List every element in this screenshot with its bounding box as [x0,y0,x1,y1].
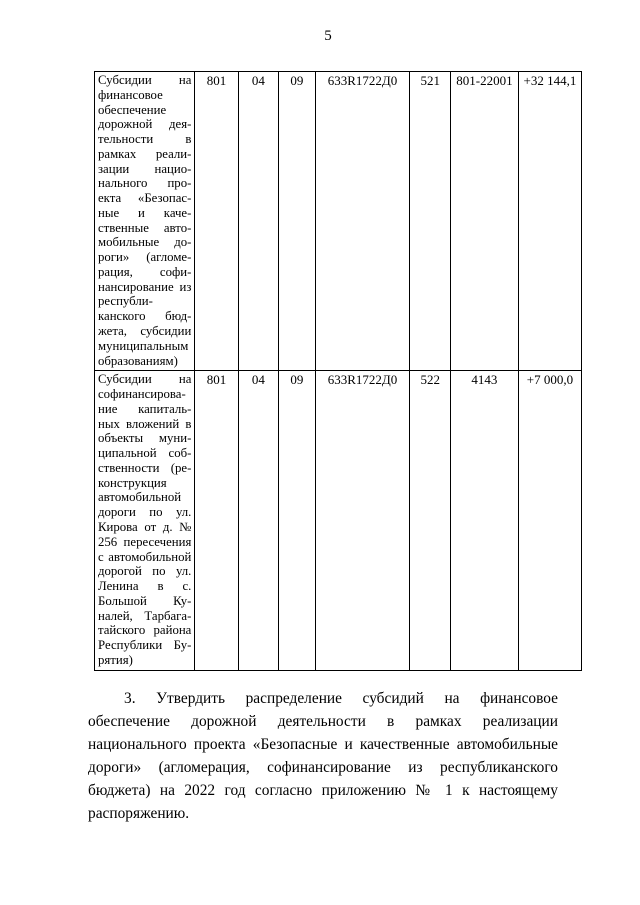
page-number: 5 [324,28,332,44]
table-cell: 801-22001 [450,72,518,371]
table-cell: 04 [238,371,279,670]
table-cell: 09 [279,371,315,670]
table-cell: 633R1722Д0 [315,371,410,670]
budget-table [94,71,582,671]
table-row [95,371,582,670]
table-cell: 4143 [450,371,518,670]
subsidy-name-cell: Субсидии на финансовое обеспечение дорожной деятельности в рамках реализации национального проекта «Безопасные и качественные автомобильные дороги» (агломерация, софинансирование из республиканского бюджета, субсидии муниципальным образованиям) [95,72,195,371]
table-cell: 633R1722Д0 [315,72,410,371]
table-cell: 09 [279,72,315,371]
table-cell: +7 000,0 [518,371,581,670]
table-cell: 522 [410,371,450,670]
table-cell: 801 [195,371,238,670]
table-cell: 801 [195,72,238,371]
table-cell: 521 [410,72,450,371]
paragraph-item-3: 3. Утвердить распределение субсидий на финансовое обеспечение дорожной деятельности в рамках реализации национального проекта «Безопасные и качественные автомобильные дороги» (агломерация, софинансирование из республиканского бюджета) на 2022 год согласно приложению № 1 к настоящему распоряжению. [88,689,558,823]
table-cell: 04 [238,72,279,371]
table-cell: +32 144,1 [518,72,581,371]
subsidy-name-cell: Субсидии на софинансирование капитальных вложений в объекты муниципальной собственности (реконструкция автомобильной дороги по ул. Кирова от д. № 256 пересечения с автомобильной дорогой по ул. Ленина в с. Большой Куналей, Тарбагатайского района Республики Бурятия) [95,371,195,670]
table-row [95,72,582,371]
